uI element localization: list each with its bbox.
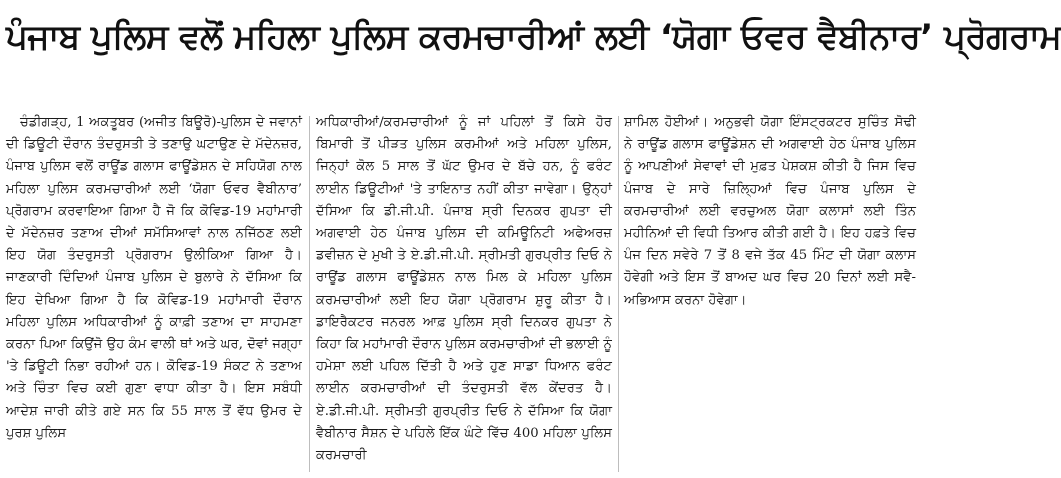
article-headline: ਪੰਜਾਬ ਪੁਲਿਸ ਵਲੋਂ ਮਹਿਲਾ ਪੁਲਿਸ ਕਰਮਚਾਰੀਆਂ ਲਈ ‘ਯੋਗਾ ਓਵਰ ਵੈਬੀਨਾਰ’ ਪ੍ਰੋਗਰਾਮ	[6, 17, 1061, 57]
column-divider	[309, 116, 310, 472]
article-column-1	[6, 112, 302, 474]
article-column-3	[624, 112, 916, 474]
article-paragraph: ਸ਼ਾਮਿਲ ਹੋਈਆਂ। ਅਨੁਭਵੀ ਯੋਗਾ ਇੰਸਟ੍ਰਕਟਰ ਸੁਚਿੰਤ ਸੋਢੀ ਨੇ ਰਾਊਂਡ ਗਲਾਸ ਫਾਊਂਡੇਸ਼ਨ ਦੀ ਅਗਵਾਈ ਹੇਠ ਪੰਜਾਬ ਪੁਲਿਸ ਨੂੰ ਆਪਣੀਆਂ ਸੇਵਾਵਾਂ ਦੀ ਮੁਫ਼ਤ ਪੇਸ਼ਕਸ਼ ਕੀਤੀ ਹੈ ਜਿਸ ਵਿਚ ਪੰਜਾਬ ਦੇ ਸਾਰੇ ਜ਼ਿਲ੍ਹਿਆਂ ਵਿਚ ਪੰਜਾਬ ਪੁਲਿਸ ਦੇ ਕਰਮਚਾਰੀਆਂ ਲਈ ਵਰਚੁਅਲ ਯੋਗਾ ਕਲਾਸਾਂ ਲਈ ਤਿੰਨ ਮਹੀਨਿਆਂ ਦੀ ਵਿਧੀ ਤਿਆਰ ਕੀਤੀ ਗਈ ਹੈ। ਇਹ ਹਫ਼ਤੇ ਵਿਚ ਪੰਜ ਦਿਨ ਸਵੇਰੇ 7 ਤੋਂ 8 ਵਜੇ ਤੱਕ 45 ਮਿੰਟ ਦੀ ਯੋਗਾ ਕਲਾਸ ਹੋਵੇਗੀ ਅਤੇ ਇਸ ਤੋਂ ਬਾਅਦ ਘਰ ਵਿਚ 20 ਦਿਨਾਂ ਲਈ ਸਵੈ-ਅਭਿਆਸ ਕਰਨਾ ਹੋਵੇਗਾ।	[624, 115, 916, 308]
article-body	[6, 112, 916, 474]
column-divider	[618, 116, 619, 472]
article-column-2	[316, 112, 612, 474]
article-paragraph: ਅਧਿਕਾਰੀਆਂ/ਕਰਮਚਾਰੀਆਂ ਨੂੰ ਜਾਂ ਪਹਿਲਾਂ ਤੋਂ ਕਿਸੇ ਹੋਰ ਬਿਮਾਰੀ ਤੋਂ ਪੀੜਤ ਪੁਲਿਸ ਕਰਮੀਆਂ ਅਤੇ ਮਹਿਲਾ ਪੁਲਿਸ, ਜਿਨ੍ਹਾਂ ਕੋਲ 5 ਸਾਲ ਤੋਂ ਘੱਟ ਉਮਰ ਦੇ ਬੱਚੇ ਹਨ, ਨੂੰ ਫਰੰਟ ਲਾਈਨ ਡਿਊਟੀਆਂ 'ਤੇ ਤਾਇਨਾਤ ਨਹੀਂ ਕੀਤਾ ਜਾਵੇਗਾ। ਉਨ੍ਹਾਂ ਦੱਸਿਆ ਕਿ ਡੀ.ਜੀ.ਪੀ. ਪੰਜਾਬ ਸ੍ਰੀ ਦਿਨਕਰ ਗੁਪਤਾ ਦੀ ਅਗਵਾਈ ਹੇਠ ਪੰਜਾਬ ਪੁਲਿਸ ਦੀ ਕਮਿਊਨਿਟੀ ਅਫੇਅਰਜ਼ ਡਵੀਜ਼ਨ ਦੇ ਮੁਖੀ ਤੇ ਏ.ਡੀ.ਜੀ.ਪੀ. ਸ੍ਰੀਮਤੀ ਗੁਰਪ੍ਰੀਤ ਦਿਓ ਨੇ ਰਾਊਂਡ ਗਲਾਸ ਫਾਊਂਡੇਸ਼ਨ ਨਾਲ ਮਿਲ ਕੇ ਮਹਿਲਾ ਪੁਲਿਸ ਕਰਮਚਾਰੀਆਂ ਲਈ ਇਹ ਯੋਗਾ ਪ੍ਰੋਗਰਾਮ ਸ਼ੁਰੂ ਕੀਤਾ ਹੈ। ਡਾਇਰੈਕਟਰ ਜਨਰਲ ਆਫ਼ ਪੁਲਿਸ ਸ੍ਰੀ ਦਿਨਕਰ ਗੁਪਤਾ ਨੇ ਕਿਹਾ ਕਿ ਮਹਾਂਮਾਰੀ ਦੌਰਾਨ ਪੁਲਿਸ ਕਰਮਚਾਰੀਆਂ ਦੀ ਭਲਾਈ ਨੂੰ ਹਮੇਸ਼ਾ ਲਈ ਪਹਿਲ ਦਿੱਤੀ ਹੈ ਅਤੇ ਹੁਣ ਸਾਡਾ ਧਿਆਨ ਫਰੰਟ ਲਾਈਨ ਕਰਮਚਾਰੀਆਂ ਦੀ ਤੰਦਰੁਸਤੀ ਵੱਲ ਕੇਂਦਰਤ ਹੈ। ਏ.ਡੀ.ਜੀ.ਪੀ. ਸ੍ਰੀਮਤੀ ਗੁਰਪ੍ਰੀਤ ਦਿਓ ਨੇ ਦੱਸਿਆ ਕਿ ਯੋਗਾ ਵੈਬੀਨਾਰ ਸੈਸ਼ਨ ਦੇ ਪਹਿਲੇ ਇੱਕ ਘੰਟੇ ਵਿੱਚ 400 ਮਹਿਲਾ ਪੁਲਿਸ ਕਰਮਚਾਰੀ	[316, 115, 612, 464]
article-paragraph: ਚੰਡੀਗੜ੍ਹ, 1 ਅਕਤੂਬਰ (ਅਜੀਤ ਬਿਊਰੋ)-ਪੁਲਿਸ ਦੇ ਜਵਾਨਾਂ ਦੀ ਡਿਊਟੀ ਦੌਰਾਨ ਤੰਦਰੁਸਤੀ ਤੇ ਤਣਾਉ ਘਟਾਉਣ ਦੇ ਮੱਦੇਨਜ਼ਰ, ਪੰਜਾਬ ਪੁਲਿਸ ਵਲੋਂ ਰਾਊਂਡ ਗਲਾਸ ਫਾਊਂਡੇਸ਼ਨ ਦੇ ਸਹਿਯੋਗ ਨਾਲ ਮਹਿਲਾ ਪੁਲਿਸ ਕਰਮਚਾਰੀਆਂ ਲਈ ‘ਯੋਗਾ ਓਵਰ ਵੈਬੀਨਾਰ’ ਪ੍ਰੋਗਰਾਮ ਕਰਵਾਇਆ ਗਿਆ ਹੈ ਜੋ ਕਿ ਕੋਵਿਡ-19 ਮਹਾਂਮਾਰੀ ਦੇ ਮੱਦੇਨਜ਼ਰ ਤਣਾਅ ਦੀਆਂ ਸਮੱਸਿਆਵਾਂ ਨਾਲ ਨਜਿੱਠਣ ਲਈ ਇਹ ਯੋਗ ਤੰਦਰੁਸਤੀ ਪ੍ਰੋਗਰਾਮ ਉਲੀਕਿਆ ਗਿਆ ਹੈ। ਜਾਣਕਾਰੀ ਦਿੰਦਿਆਂ ਪੰਜਾਬ ਪੁਲਿਸ ਦੇ ਬੁਲਾਰੇ ਨੇ ਦੱਸਿਆ ਕਿ ਇਹ ਦੇਖਿਆ ਗਿਆ ਹੈ ਕਿ ਕੋਵਿਡ-19 ਮਹਾਂਮਾਰੀ ਦੌਰਾਨ ਮਹਿਲਾ ਪੁਲਿਸ ਅਧਿਕਾਰੀਆਂ ਨੂੰ ਕਾਫ਼ੀ ਤਣਾਅ ਦਾ ਸਾਹਮਣਾ ਕਰਨਾ ਪਿਆ ਕਿਉਂਜੋ ਉਹ ਕੰਮ ਵਾਲੀ ਥਾਂ ਅਤੇ ਘਰ, ਦੋਵਾਂ ਜਗ੍ਹਾ 'ਤੇ ਡਿਊਟੀ ਨਿਭਾ ਰਹੀਆਂ ਹਨ। ਕੋਵਿਡ-19 ਸੰਕਟ ਨੇ ਤਣਾਅ ਅਤੇ ਚਿੰਤਾ ਵਿਚ ਕਈ ਗੁਣਾ ਵਾਧਾ ਕੀਤਾ ਹੈ। ਇਸ ਸਬੰਧੀ ਆਦੇਸ਼ ਜਾਰੀ ਕੀਤੇ ਗਏ ਸਨ ਕਿ 55 ਸਾਲ ਤੋਂ ਵੱਧ ਉਮਰ ਦੇ ਪੁਰਸ਼ ਪੁਲਿਸ	[6, 115, 302, 441]
